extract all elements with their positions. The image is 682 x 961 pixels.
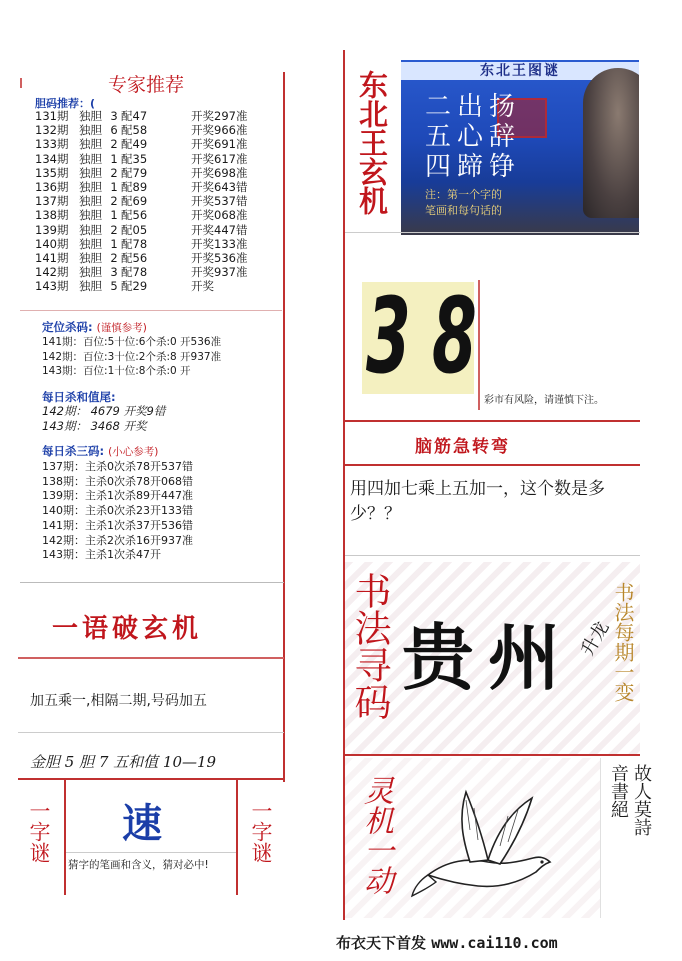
footer-slogan: 布衣天下首发 <box>336 934 427 952</box>
dan-num: 5 <box>110 279 118 294</box>
hezhi-row: 142期： 4679 开奖9错 <box>42 404 166 418</box>
dan-period: 142期 <box>35 265 69 280</box>
naojin-title: 脑筋急转弯 <box>415 437 510 457</box>
dan-num: 2 <box>110 165 118 180</box>
zimi-hint: 猜字的笔画和含义，猜对必中! <box>68 859 209 871</box>
footer <box>336 932 558 953</box>
dan-period: 133期 <box>35 137 69 152</box>
poem-column-1: 故人莫詩 <box>631 764 652 836</box>
dan-result: 开奖536准 <box>191 251 248 266</box>
digit-2: 8 <box>432 275 477 397</box>
dan-period: 140期 <box>35 236 69 251</box>
dingwei-title-text: 定位杀码: <box>42 320 93 334</box>
zimi-right-label: 一字谜 <box>249 800 273 863</box>
dan-pei: 配56 <box>121 251 148 266</box>
left-column-rule <box>283 72 285 782</box>
sanma-note: (小心参考) <box>108 446 159 458</box>
dingwei-title <box>42 319 147 335</box>
dan-pei: 配79 <box>121 165 148 180</box>
dan-pei: 配56 <box>121 208 148 223</box>
dan-period: 135期 <box>35 165 69 180</box>
poem-rule <box>600 758 601 918</box>
dan-type: 独胆 <box>79 236 102 251</box>
dan-type: 独胆 <box>79 208 102 223</box>
digit-1: 3 <box>366 275 411 397</box>
divider <box>20 310 282 311</box>
digits-rule <box>478 280 480 410</box>
sanma-title-text: 每日杀三码: <box>42 444 105 458</box>
divider <box>345 754 640 756</box>
footer-site: www.cai110.com <box>431 934 558 952</box>
dan-table <box>35 109 261 294</box>
sanma-row: 140期：主杀0次杀23开133错 <box>42 504 193 518</box>
dan-row <box>35 237 261 251</box>
dan-type: 独胆 <box>79 137 102 152</box>
vertical-title: 东北王玄机 <box>355 70 389 215</box>
dan-result: 开奖966准 <box>191 123 248 138</box>
dan-type: 独胆 <box>79 109 102 123</box>
dan-num: 2 <box>110 137 118 152</box>
dan-result: 开奖068准 <box>191 208 248 223</box>
dan-pei: 配29 <box>121 279 148 294</box>
dan-type: 独胆 <box>79 180 102 195</box>
dan-pei: 配69 <box>121 194 148 209</box>
divider <box>345 420 640 422</box>
dan-num: 3 <box>110 265 118 280</box>
poem-column-2: 音書絕 <box>608 764 629 818</box>
banner-line-1: 二出扬 <box>425 92 522 122</box>
divider <box>345 232 640 233</box>
sanma-row: 139期：主杀1次杀89开447准 <box>42 489 193 503</box>
left-corner-mark <box>20 78 22 88</box>
dan-result: 开奖447错 <box>191 222 248 237</box>
shufa-chars: 贵州 <box>402 615 575 700</box>
banner-line-2: 五心辞 <box>425 122 522 152</box>
shufa-title: 书法寻码 <box>348 572 391 720</box>
dan-pei: 配78 <box>121 236 148 251</box>
dan-period: 136期 <box>35 180 69 195</box>
dan-type: 独胆 <box>79 123 102 138</box>
dan-num: 1 <box>110 151 118 166</box>
dan-row <box>35 251 261 265</box>
dingwei-row: 141期：百位:5十位:6个杀:0 开536准 <box>42 336 222 348</box>
dan-pei: 配78 <box>121 265 148 280</box>
dingwei-list <box>42 335 221 379</box>
dan-result: 开奖643错 <box>191 180 248 195</box>
banner-line-3: 四蹄铮 <box>425 152 522 182</box>
dingwei-row: 142期：百位:3十位:2个杀:8 开937准 <box>42 350 222 363</box>
dan-row <box>35 194 261 208</box>
zimi-char: 速 <box>122 801 162 847</box>
yiyu-title: 一语破玄机 <box>52 614 203 644</box>
dan-row <box>35 208 261 222</box>
dan-period: 138期 <box>35 208 69 223</box>
sanma-row: 141期：主杀1次杀37开536错 <box>42 518 193 532</box>
dan-result: 开奖691准 <box>191 137 248 152</box>
banner-image <box>401 60 639 235</box>
dan-num: 2 <box>110 251 118 266</box>
dan-pei: 配89 <box>121 180 148 195</box>
banner-head: 东北王图谜 <box>401 62 639 80</box>
dan-row <box>35 152 261 166</box>
dan-row <box>35 180 261 194</box>
risk-note: 彩市有风险，请谨慎下注。 <box>484 395 604 406</box>
divider <box>18 657 284 659</box>
shufa-side: 书法每期一变 <box>611 582 635 702</box>
sanma-row: 142期：主杀2次杀16开937准 <box>42 533 193 547</box>
dan-row <box>35 123 261 137</box>
hezhi-row: 143期： 3468 开奖 <box>42 418 147 433</box>
jindan-text: 金胆 5 胆 7 五和值 10—19 <box>30 753 217 771</box>
dan-num: 2 <box>110 194 118 209</box>
dan-period: 132期 <box>35 123 69 138</box>
dan-type: 独胆 <box>79 194 102 209</box>
dan-title: 胆码推荐：( <box>35 97 96 110</box>
dan-type: 独胆 <box>79 151 102 166</box>
hezhi-title: 每日杀和值尾: <box>42 390 116 404</box>
dan-type: 独胆 <box>79 265 102 280</box>
dan-type: 独胆 <box>79 251 102 266</box>
dan-num: 1 <box>110 208 118 223</box>
dan-type: 独胆 <box>79 165 102 180</box>
dan-period: 139期 <box>35 222 69 237</box>
dan-result: 开奖698准 <box>191 165 248 180</box>
dan-pei: 配49 <box>121 137 148 152</box>
dove-icon <box>408 780 558 910</box>
dan-num: 1 <box>110 236 118 251</box>
expert-title: 专家推荐 <box>108 74 185 96</box>
dan-num: 1 <box>110 180 118 195</box>
zimi-rule-left <box>64 780 66 895</box>
sanma-row: 138期：主杀0次杀78开068错 <box>42 474 193 488</box>
dan-period: 131期 <box>35 109 69 123</box>
buddha-image <box>583 68 639 218</box>
dan-num: 6 <box>110 123 118 138</box>
sanma-row: 143期：主杀1次杀47开 <box>42 548 161 562</box>
dan-num: 3 <box>110 109 118 123</box>
zimi-left-label: 一字谜 <box>27 800 51 863</box>
dan-row <box>35 223 261 237</box>
dan-row <box>35 279 261 293</box>
dan-type: 独胆 <box>79 279 102 294</box>
lingji-text: 灵机一动 <box>358 775 393 895</box>
divider <box>345 464 640 466</box>
dan-row <box>35 265 261 279</box>
dan-type: 独胆 <box>79 222 102 237</box>
dan-result: 开奖617准 <box>191 151 248 166</box>
dan-pei: 配47 <box>121 109 148 123</box>
dan-pei: 配35 <box>121 151 148 166</box>
dingwei-row: 143期：百位:1十位:8个杀:0 开 <box>42 365 191 377</box>
dan-pei: 配05 <box>121 222 148 237</box>
dan-period: 141期 <box>35 251 69 266</box>
dan-num: 2 <box>110 222 118 237</box>
divider <box>18 732 284 733</box>
divider <box>345 555 640 556</box>
banner-note-2: 笔画和每句话的 <box>425 204 502 217</box>
dan-period: 143期 <box>35 279 69 294</box>
yiyu-text: 加五乘一,相隔二期,号码加五 <box>30 693 207 709</box>
zimi-rule-right <box>236 780 238 895</box>
sanma-list <box>42 460 193 563</box>
dan-result: 开奖537错 <box>191 194 248 209</box>
dingwei-note: (谨慎参考) <box>96 322 147 334</box>
naojin-question: 用四加七乘上五加一，这个数是多少？？ <box>350 479 605 524</box>
dan-result: 开奖133准 <box>191 236 248 251</box>
banner-note-1: 注：第一个字的 <box>425 188 502 201</box>
dan-result: 开奖297准 <box>191 109 248 123</box>
dan-row <box>35 109 261 123</box>
divider <box>18 778 284 780</box>
hezhi-list <box>42 404 165 433</box>
dan-result: 开奖 <box>191 279 214 294</box>
dan-result: 开奖937准 <box>191 265 248 280</box>
dan-period: 137期 <box>35 194 69 209</box>
sanma-title <box>42 443 158 459</box>
dan-row <box>35 137 261 151</box>
poem-text <box>606 764 652 836</box>
shufa-sign: 升龙 <box>577 617 614 660</box>
dan-row <box>35 166 261 180</box>
dan-pei: 配58 <box>121 123 148 138</box>
divider <box>20 582 284 583</box>
dan-period: 134期 <box>35 151 69 166</box>
sanma-row: 137期：主杀0次杀78开537错 <box>42 460 193 473</box>
divider <box>66 852 236 853</box>
